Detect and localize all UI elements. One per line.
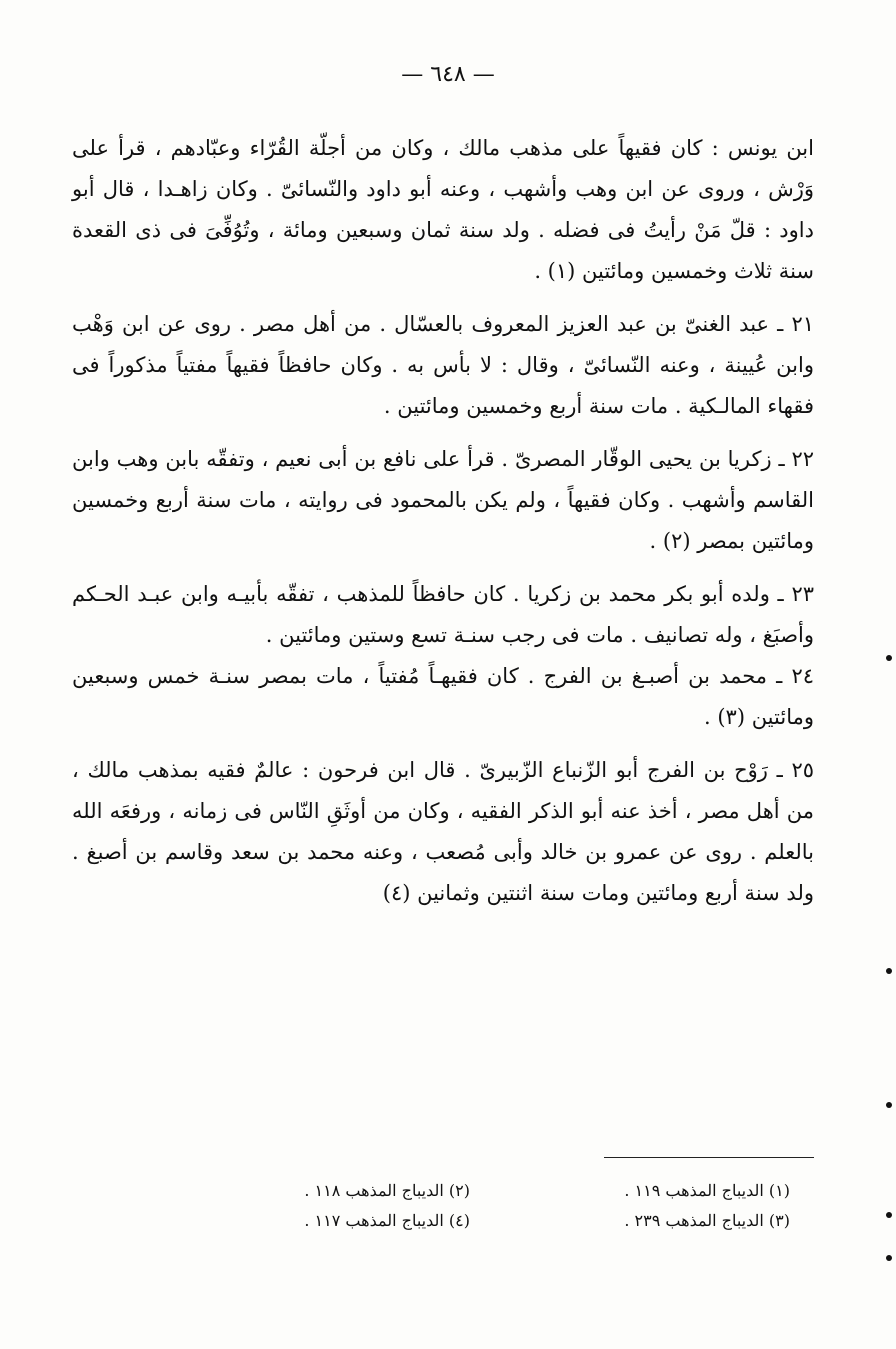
entry-21: ٢١ ـ عبد الغنىّ بن عبد العزيز المعروف بالعسّال . من أهل مصر . روى عن ابن وَهْب وابن عُيينة ، وعنه النّسائىّ ، وقال : لا بأس به . وكان حافظاً فقيهاً مفتياً مذكوراً فى فقهاء المالـكية . مات سنة أربع وخمسين ومائتين . [72, 312, 814, 418]
entry-23: ٢٣ ـ ولده أبو بكر محمد بن زكريا . كان حافظاً للمذهب ، تفقّه بأبيـه وابن عبـد الحـكم وأصبَغ ، وله تصانيف . مات فى رجب سنـة تسع وستين ومائتين . [72, 582, 814, 647]
footnote-divider [604, 1157, 814, 1158]
footnotes [150, 1178, 790, 1234]
scan-edge-mark [886, 968, 892, 974]
page-number: — ٦٤٨ — [401, 62, 495, 87]
scan-edge-mark [886, 1212, 892, 1218]
footnote-1: (١) الديباج المذهب ١١٩ . [624, 1181, 790, 1200]
scan-edge-mark [886, 1102, 892, 1108]
entry-24: ٢٤ ـ محمد بن أصبـغ بن الفرج . كان فقيهـاً مُفتياً ، مات بمصر سنـة خمس وسبعين ومائتين (٣) . [72, 664, 814, 729]
body-text [72, 128, 814, 914]
footnote-3: (٣) الديباج المذهب ٢٣٩ . [624, 1211, 790, 1230]
scan-edge-mark [886, 655, 892, 661]
scan-edge-mark [886, 1255, 892, 1261]
footnote-4: (٤) الديباج المذهب ١١٧ . [304, 1211, 470, 1230]
footnote-2: (٢) الديباج المذهب ١١٨ . [304, 1181, 470, 1200]
entry-25: ٢٥ ـ رَوْح بن الفرج أبو الزّنباع الزّبيرىّ . قال ابن فرحون : عالمٌ فقيه بمذهب مالك ، من أهل مصر ، أخذ عنه أبو الذكر الفقيه ، وكان من أوثَقِ النّاس فى زمانه ، ورفعَه الله بالعلم . روى عن عمرو بن خالد وأبى مُصعب ، وعنه محمد بن سعد وقاسم بن أصبغ . ولد سنة أربع ومائتين ومات سنة اثنتين وثمانين (٤) [72, 758, 814, 905]
entry-22: ٢٢ ـ زكريا بن يحيى الوقّار المصرىّ . قرأ على نافع بن أبى نعيم ، وتفقّه بابن وهب وابن القاسم وأشهب . وكان فقيهاً ، ولم يكن بالمحمود فى روايته ، مات سنة أربع وخمسين ومائتين بمصر (٢) . [72, 447, 814, 553]
paragraph-intro: ابن يونس : كان فقيهاً على مذهب مالك ، وكان من أجلّة القُرّاء وعبّادهم ، قرأ على وَرْش ، وروى عن ابن وهب وأشهب ، وعنه أبو داود والنّسائىّ . وكان زاهـدا ، قال أبو داود : قلّ مَنْ رأيتُ فى فضله . ولد سنة ثمان وسبعين ومائة ، وتُوُفِّىَ فى ذى القعدة سنة ثلاث وخمسين ومائتين (١) . [72, 136, 814, 283]
